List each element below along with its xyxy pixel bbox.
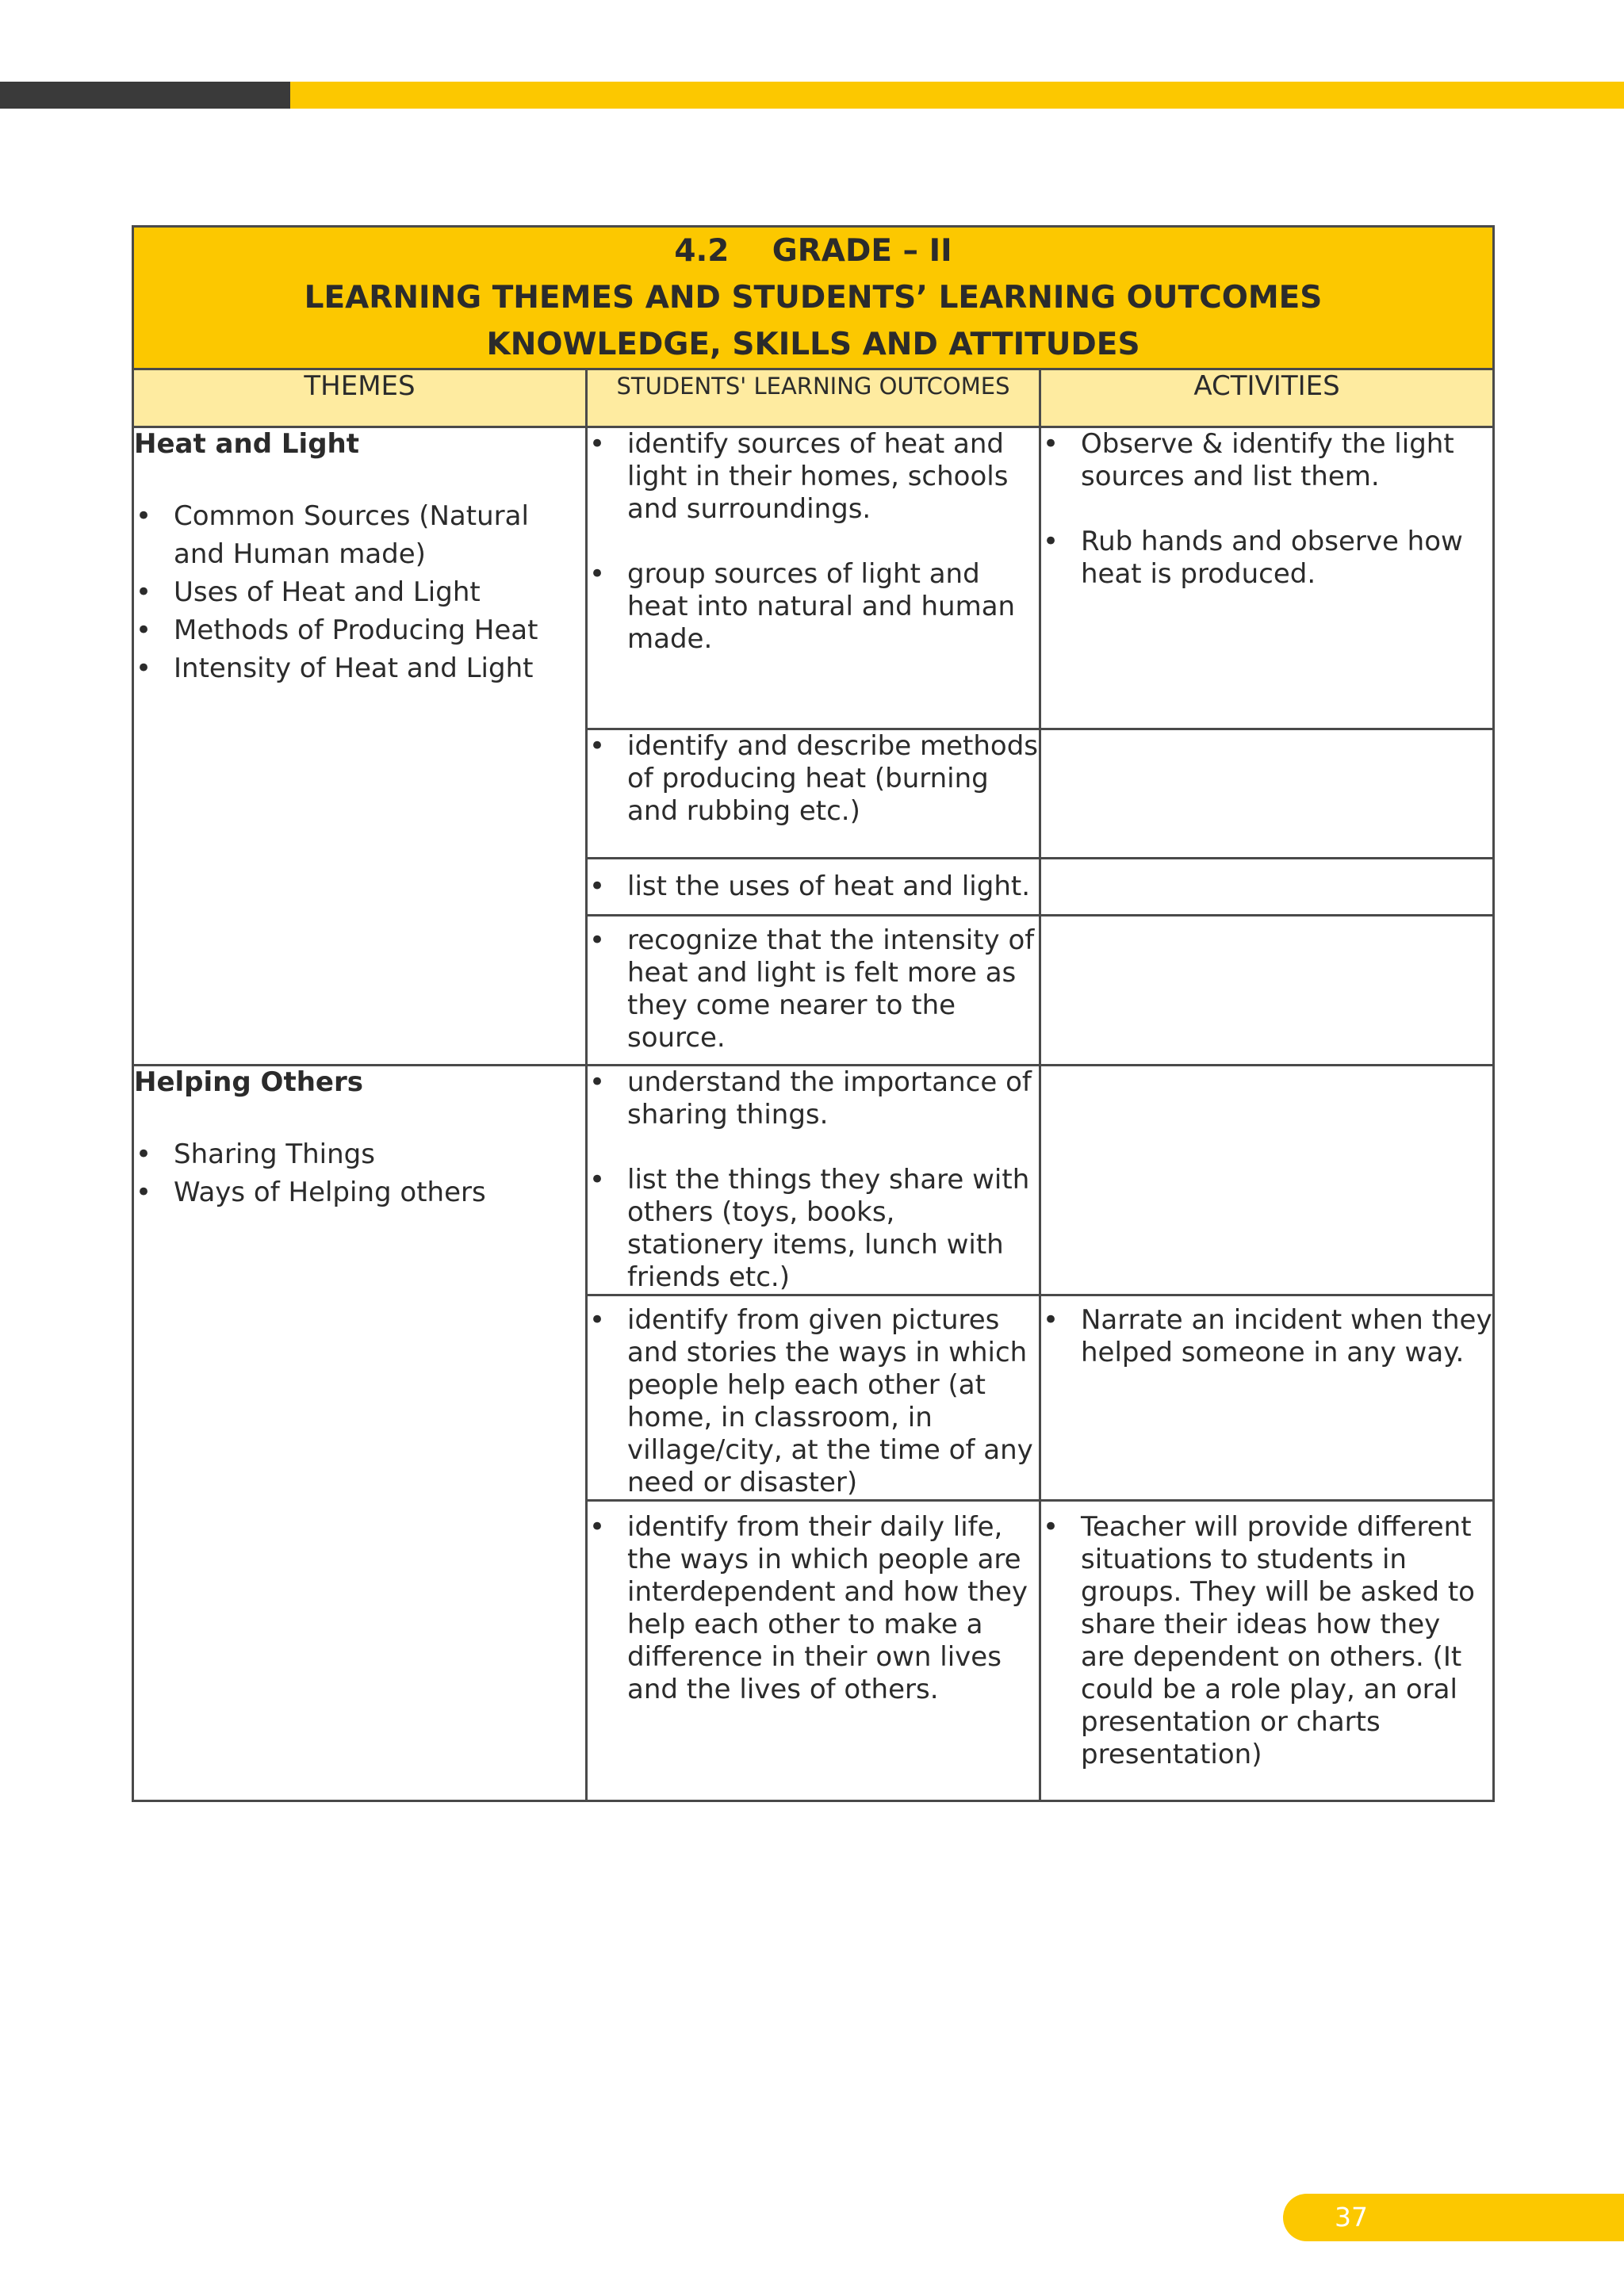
outcome-item: • group sources of light and heat into natural and human made. — [588, 558, 1039, 656]
table-row — [133, 1066, 1494, 1295]
activity-item: • Teacher will provide different situations to students in groups. They will be asked to share their ideas how they are dependent on others. (It could be a role play, an oral presentation or charts presentation) — [1041, 1511, 1492, 1771]
outcome-item: • identify and describe methods of producing heat (burning and rubbing etc.) — [588, 730, 1039, 828]
activities-cell — [1040, 1066, 1494, 1295]
outcomes-cell — [587, 1295, 1040, 1501]
theme-item: • Methods of Producing Heat — [134, 611, 585, 649]
activity-item: • Rub hands and observe how heat is produced. — [1041, 526, 1492, 591]
outcomes-table — [132, 225, 1495, 1802]
outcomes-cell — [587, 916, 1040, 1066]
theme-item: • Sharing Things — [134, 1135, 585, 1173]
grade-heading: 4.2 GRADE – II — [674, 233, 952, 269]
activities-cell — [1040, 916, 1494, 1066]
col-header-activities: ACTIVITIES — [1040, 369, 1494, 427]
activities-cell — [1040, 1501, 1494, 1801]
theme-item: • Common Sources (Natural and Human made) — [134, 497, 585, 573]
theme-item: • Intensity of Heat and Light — [134, 649, 585, 687]
ksa-heading: KNOWLEDGE, SKILLS AND ATTITUDES — [486, 327, 1140, 362]
activities-cell — [1040, 859, 1494, 916]
outcomes-cell — [587, 1066, 1040, 1295]
theme-title: Heat and Light — [134, 428, 359, 460]
activities-cell — [1040, 1295, 1494, 1501]
outcome-item: • identify from their daily life, the ways in which people are interdependent and how they help each other to make a difference in their own lives and the lives of others. — [588, 1511, 1039, 1706]
top-bar-accent — [290, 82, 1624, 109]
outcome-item: • list the things they share with others (toys, books, stationery items, lunch with friends etc.) — [588, 1164, 1039, 1294]
theme-cell-helping-others — [133, 1066, 587, 1801]
theme-item: • Ways of Helping others — [134, 1173, 585, 1211]
outcomes-cell — [587, 1501, 1040, 1801]
outcome-item: • identify sources of heat and light in their homes, schools and surroundings. — [588, 428, 1039, 526]
page-number: 37 — [1335, 2202, 1368, 2233]
col-header-themes: THEMES — [133, 369, 587, 427]
outcome-item: • understand the importance of sharing things. — [588, 1066, 1039, 1131]
outcomes-cell — [587, 859, 1040, 916]
activity-item: • Narrate an incident when they helped someone in any way. — [1041, 1304, 1492, 1369]
outcome-item: • recognize that the intensity of heat and light is felt more as they come nearer to the source. — [588, 924, 1039, 1054]
outcomes-cell — [587, 427, 1040, 729]
theme-cell-heat-light — [133, 427, 587, 1066]
outcome-item: • list the uses of heat and light. — [588, 871, 1039, 903]
activities-cell — [1040, 729, 1494, 859]
col-header-outcomes: STUDENTS' LEARNING OUTCOMES — [587, 369, 1040, 427]
activity-item: • Observe & identify the light sources and list them. — [1041, 428, 1492, 493]
activities-cell — [1040, 427, 1494, 729]
top-bar-dark — [0, 82, 290, 109]
outcome-item: • identify from given pictures and stories the ways in which people help each other (at home, in classroom, in village/city, at the time of any need or disaster) — [588, 1304, 1039, 1499]
theme-title: Helping Others — [134, 1066, 363, 1098]
outcomes-cell — [587, 729, 1040, 859]
table-row — [133, 427, 1494, 729]
themes-heading: LEARNING THEMES AND STUDENTS’ LEARNING OUTCOMES — [304, 280, 1323, 316]
table-title — [133, 227, 1494, 369]
theme-item: • Uses of Heat and Light — [134, 573, 585, 611]
